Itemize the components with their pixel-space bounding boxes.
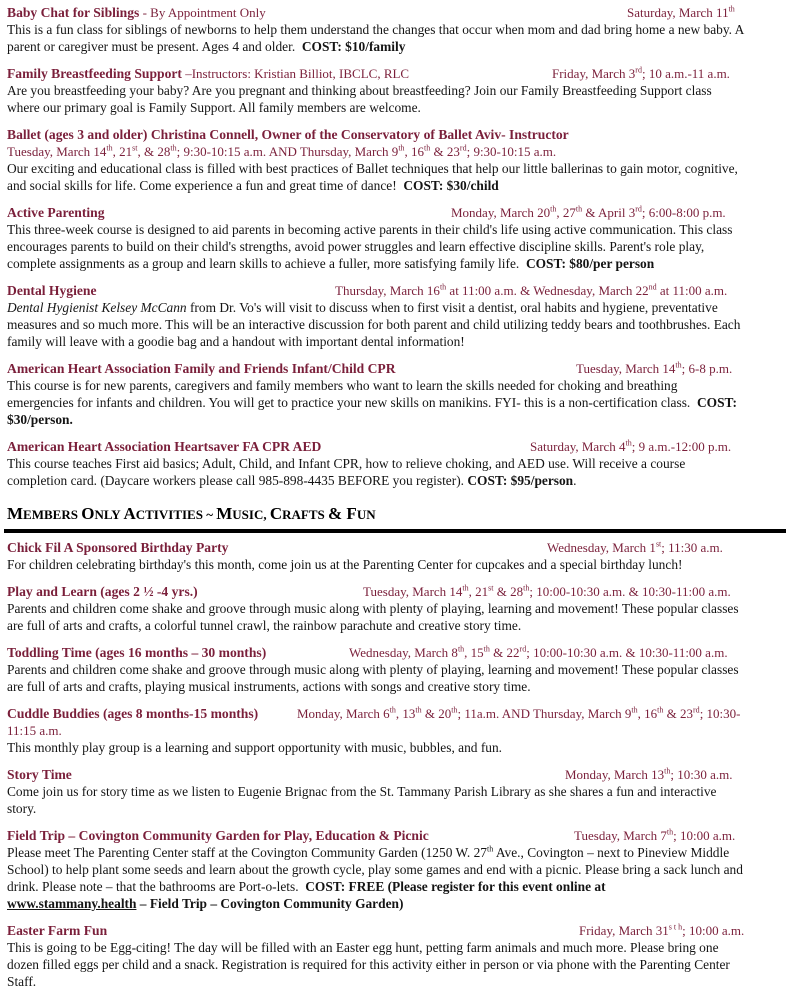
event-story-time	[7, 766, 747, 817]
event-title: Active Parenting	[7, 205, 105, 220]
event-date: Tuesday, March 14th, 21st & 28th; 10:00-10:30 a.m. & 10:30-11:00 a.m.	[363, 583, 731, 599]
event-date: Saturday, March 4th; 9 a.m.-12:00 p.m.	[530, 438, 732, 454]
event-date: Friday, March 3rd; 10 a.m.-11 a.m.	[552, 65, 730, 81]
event-title: American Heart Association Heartsaver FA CPR AED	[7, 439, 322, 454]
event-description: This is going to be Egg-citing! The day will be filled with an Easter egg hunt, petting farm animals and much more. Please bring one dozen filled eggs per child and a snack. Registration is required for this activity either in person or via phone with the Parenting Center Staff.	[7, 940, 730, 989]
event-active-parenting	[7, 204, 747, 272]
event-title: Ballet (ages 3 and older) Christina Connell, Owner of the Conservatory of Ballet Aviv- Instructor	[7, 127, 569, 142]
event-description: Are you breastfeeding your baby? Are you pregnant and thinking about breastfeeding? Join our Family Breastfeeding Support class where our primary goal is Family Support. All family members are welcome.	[7, 83, 712, 115]
event-title: Easter Farm Fun	[7, 923, 108, 938]
event-field-trip	[7, 827, 747, 912]
event-subtitle: - By Appointment Only	[139, 5, 266, 20]
event-description: For children celebrating birthday's this month, come join us at the Parenting Center for cupcakes and a special birthday lunch!	[7, 557, 683, 572]
event-date: Monday, March 6th, 13th & 20th; 11a.m. AND Thursday, March 9th, 16th & 23rd; 10:30-	[297, 705, 741, 721]
event-title: Baby Chat for Siblings	[7, 5, 140, 20]
event-title: Field Trip – Covington Community Garden for Play, Education & Picnic	[7, 828, 429, 843]
event-date: Wednesday, March 1st; 11:30 a.m.	[547, 539, 723, 555]
event-description: This course is for new parents, caregivers and family members who want to learn the skills needed for choking and breathing emergencies for infants and children. You will get to practice your new skills on manikins. FYI- this is a non-certification class. COST: $30/person.	[7, 378, 737, 427]
event-title: Chick Fil A Sponsored Birthday Party	[7, 540, 229, 555]
event-date: Monday, March 20th, 27th & April 3rd; 6:00-8:00 p.m.	[451, 204, 726, 220]
event-easter-farm-fun	[7, 922, 747, 990]
event-description: This course teaches First aid basics; Adult, Child, and Infant CPR, how to relieve choking, and AED use. Will receive a course completion card. (Daycare workers please call 985-898-4435 BEFORE you register). COST: $95/person.	[7, 456, 686, 488]
event-description: This is a fun class for siblings of newborns to help them understand the changes that occur when mom and dad bring home a new baby. A parent or caregiver must be present. Ages 4 and older. COST: $10/family	[7, 22, 744, 54]
event-title: Play and Learn (ages 2 ½ -4 yrs.)	[7, 584, 198, 599]
event-date: Tuesday, March 7th; 10:00 a.m.	[574, 827, 736, 843]
event-title: Cuddle Buddies (ages 8 months-15 months)	[7, 706, 259, 721]
flyer-page	[7, 4, 747, 1000]
event-cpr-heartsaver	[7, 438, 747, 489]
event-subtitle: –Instructors: Kristian Billiot, IBCLC, RLC	[181, 66, 410, 81]
event-cost: COST: $30/child	[403, 178, 499, 193]
event-dental-hygiene	[7, 282, 747, 350]
section-heading-members-only: MEMBERS ONLY ACTIVITIES ~ MUSIC, CRAFTS & FUN	[7, 504, 376, 523]
event-date: Monday, March 13th; 10:30 a.m.	[565, 766, 733, 782]
event-description: Dental Hygienist Kelsey McCann from Dr. Vo's will visit to discuss when to first visit a dentist, oral habits and hygiene, preventative measures and so much more. This will be an interactive discussion for both parent and child utilizing teddy bears and toothbrushes. Each family will leave with a goodie bag and a handout with important dental information!	[7, 300, 741, 349]
section-divider	[4, 529, 786, 533]
event-date: Saturday, March 11th	[627, 4, 735, 20]
event-date: Tuesday, March 14th, 21st, & 28th; 9:30-10:15 a.m. AND Thursday, March 9th, 16th & 23rd; 9:30-10:15 a.m.	[7, 143, 557, 159]
event-date: Thursday, March 16th at 11:00 a.m. & Wednesday, March 22nd at 11:00 a.m.	[335, 282, 728, 298]
event-baby-chat	[7, 4, 747, 55]
event-title: Family Breastfeeding Support	[7, 66, 182, 81]
event-title: Toddling Time (ages 16 months – 30 months)	[7, 645, 267, 660]
event-date: Wednesday, March 8th, 15th & 22rd; 10:00-10:30 a.m. & 10:30-11:00 a.m.	[349, 644, 728, 660]
event-cpr-family	[7, 360, 747, 428]
event-title: American Heart Association Family and Friends Infant/Child CPR	[7, 361, 396, 376]
event-toddling-time	[7, 644, 747, 695]
event-cost: COST: $95/person	[467, 473, 574, 488]
event-date: Friday, March $31^{s t h}$; 10:00 a.m.	[579, 922, 745, 938]
event-play-and-learn	[7, 583, 747, 634]
event-breastfeeding	[7, 65, 747, 116]
event-cost: COST: FREE (Please register for this event online at	[305, 879, 606, 894]
event-birthday-party	[7, 539, 747, 573]
event-description: Parents and children come shake and groove through music along with plenty of playing, learning and movement! These popular classes are full of arts and crafts, playing musical instruments, actions with songs and creative story time.	[7, 662, 739, 694]
event-date: Tuesday, March 14th; 6-8 p.m.	[576, 360, 733, 376]
event-title: Dental Hygiene	[7, 283, 97, 298]
event-title: Story Time	[7, 767, 72, 782]
registration-link[interactable]: www.stammany.health	[7, 896, 137, 911]
event-description: Please meet The Parenting Center staff at the Covington Community Garden (1250 W. 27th Ave., Covington – next to Pineview Middle School) to help plant some seeds and learn about the growth cycle, play some games and end with a picnic. Please bring a sack lunch and drink. Please note – that the bathrooms are Port-o-lets. COST: FREE (Please register for this event online at www.stammany.health – Field Trip – Covington Community Garden)	[7, 844, 743, 911]
event-description: Our exciting and educational class is filled with best practices of Ballet techniques that help our little ballerinas to gain motor, cognitive, and social skills for life. Come experience a fun and great time of dance! COST: $30/child	[7, 161, 738, 193]
event-ballet	[7, 126, 747, 194]
event-cuddle-buddies	[7, 705, 747, 756]
event-description: This monthly play group is a learning and support opportunity with music, bubbles, and fun.	[7, 740, 503, 755]
event-description: Parents and children come shake and groove through music along with plenty of playing, learning and movement! These popular classes are full of arts and crafts, a colorful tunnel crawl, the rainbow parachute and creative story time.	[7, 601, 739, 633]
event-description: This three-week course is designed to aid parents in becoming active parents in their child's life using active communication. This class encourages parents to build on their child's strengths, avoid power struggles and learn effective discipline skills. Parent's role play, complete assignments as a group and learn skills to achieve a fuller, more satisfying family life. COST: $80/per person	[7, 222, 733, 271]
event-cost: COST: $10/family	[301, 39, 406, 54]
event-description: Come join us for story time as we listen to Eugenie Brignac from the St. Tammany Parish Library as she shares a fun and interactive story.	[7, 784, 717, 816]
event-cost: COST: $80/per person	[525, 256, 655, 271]
event-date-continued: 11:15 a.m.	[7, 723, 62, 738]
event-cost: COST: $30/person.	[7, 395, 737, 427]
